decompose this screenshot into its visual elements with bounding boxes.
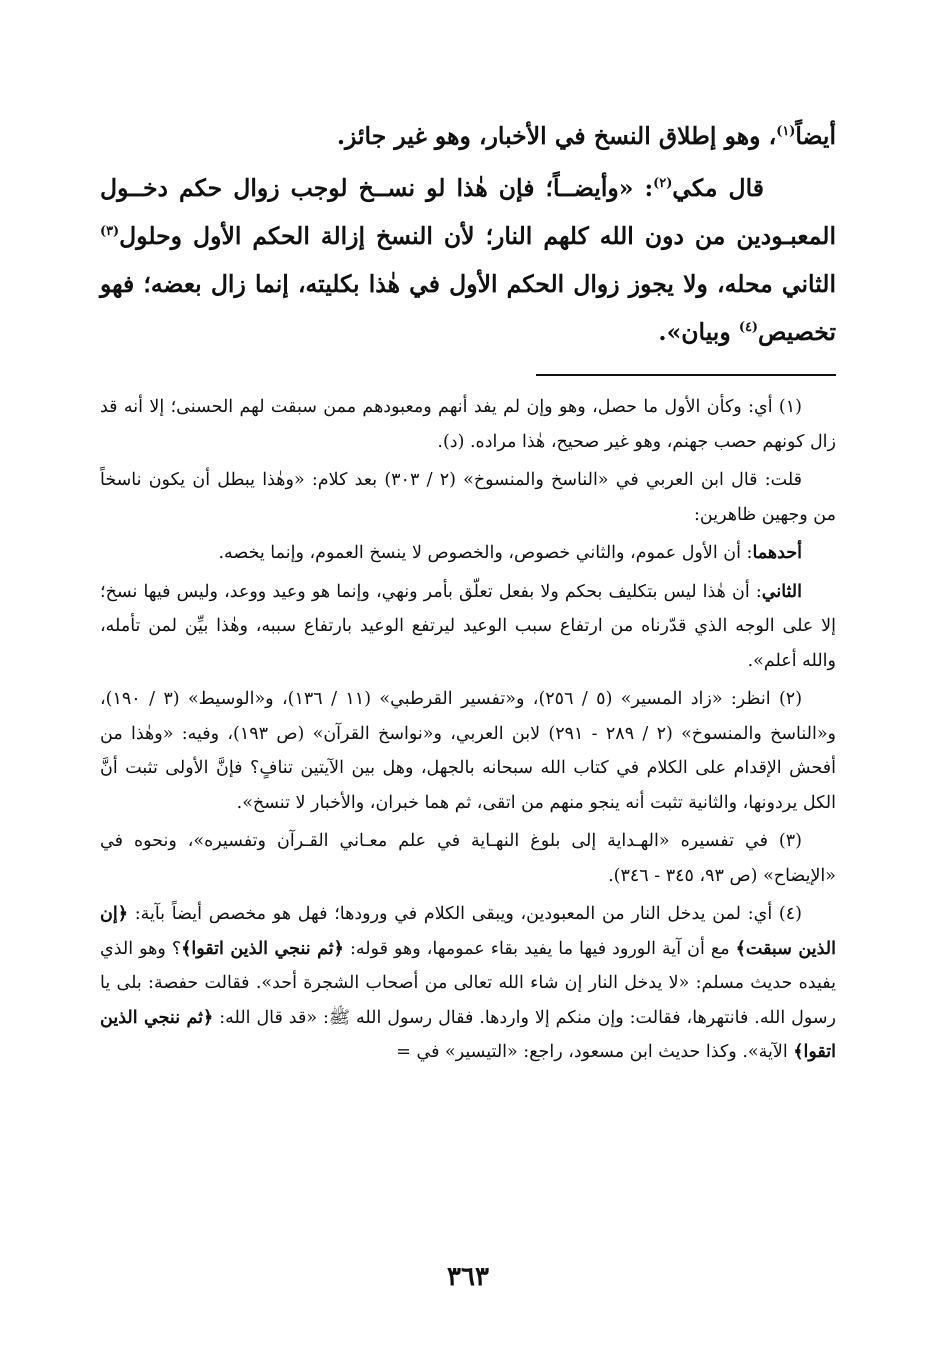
main-text-run: ، وهو إطلاق النسخ في الأخبار، وهو غير جائز. xyxy=(336,122,777,150)
footnote-1-second xyxy=(100,575,836,679)
main-paragraph-2 xyxy=(100,164,836,356)
quran-verse: ﴿إن الذين سبقت﴾ xyxy=(100,904,836,959)
main-text-run: قال مكي xyxy=(672,174,764,202)
quran-verse: ﴿ثم ننجي الذين اتقوا﴾ xyxy=(100,1007,836,1062)
main-text xyxy=(100,112,836,356)
footnote-ref-2: (٢) xyxy=(653,176,673,192)
footnote-text: (٤) أي: لمن يدخل النار من المعبودين، ويبقى الكلام في ورودها؛ فهل هو مخصص أيضاً بآية: xyxy=(127,904,802,924)
footnote-2: (٢) انظر: «زاد المسير» (٥ / ٢٥٦)، و«تفسير القرطبي» (١١ / ١٣٦)، و«الوسيط» (٣ / ١٩٠)، و«الناسخ والمنسوخ» (٢ / ٢٨٩ - ٢٩١) لابن العربي، و«نواسخ القرآن» (ص ١٩٣)، وفيه: «وهٰذا من أفحش الإقدام على الكلام في كتاب الله سبحانه بالجهل، وهل بين الآيتين تنافٍ؟ فإنَّ الأولى تثبت أنَّ الكل يردونها، والثانية تثبت أنه ينجو منهم من اتقى، ثم هما خبران، والأخبار لا تنسخ». xyxy=(100,689,837,813)
footnote-1: (١) أي: وكأن الأول ما حصل، وهو وإن لم يفد أنهم ومعبودهم ممن سبقت لهم الحسنى؛ إلا أنه قد زال كونهم حصب جهنم، وهو غير صحيح، هٰذا مراده. (د). xyxy=(100,397,836,452)
footnote-ref-4: (٤) xyxy=(738,320,759,336)
footnote-text: مع أن آية الورود فيها ما يفيد بقاء عمومها، وهو قوله: xyxy=(343,938,736,959)
footnote-text: : أن الأول عموم، والثاني خصوص، والخصوص لا ينسخ العموم، وإنما يخصه. xyxy=(218,543,753,563)
footnote-text: : أن هٰذا ليس بتكليف بحكم ولا بفعل تعلّق بأمر ونهي، وإنما هو وعيد ووعد، وليس فيها نسخ؛ إلا على الوجه الذي قدّرناه من ارتفاع سبب الوعيد ليرتفع الوعيد بارتفاع سببه، وهٰذا بيِّن لمن تأمله، والله أعلم». xyxy=(100,581,836,671)
main-text-run: الثاني محله، ولا يجوز زوال الحكم الأول في هٰذا بكليته، إنما زال بعضه؛ فهو تخصيص xyxy=(100,270,836,346)
footnote-label: الثاني xyxy=(761,581,802,602)
footnote-label: أحدهما xyxy=(752,543,802,563)
footnote-ref-3: (٣) xyxy=(100,224,120,240)
footnote-4 xyxy=(100,897,836,1070)
footnote-1-first xyxy=(100,536,836,571)
main-text-run: : «وأيضــاً؛ فإن هٰذا لو نســخ لوجب زوال حكم دخــول المعبـودين من دون الله كلهم النار؛ لأن النسخ إزالة الحكم الأول وحلول xyxy=(100,174,836,250)
footnote-3: (٣) في تفسيره «الهـداية إلى بلوغ النهـاية في علم معـاني القـرآن وتفسيره»، ونحوه في «الإيضاح» (ص ٩٣، ٣٤٥ - ٣٤٦). xyxy=(100,831,836,886)
page-number: ٣٦٣ xyxy=(447,1262,489,1292)
footnote-text: الآية». وكذا حديث ابن مسعود، راجع: «التيسير» في xyxy=(416,1042,794,1062)
main-paragraph-1 xyxy=(100,112,836,160)
main-text-run: وبيان». xyxy=(658,318,739,346)
footnotes xyxy=(100,390,836,1070)
footnote-separator-wrap xyxy=(100,356,836,390)
main-text-run: أيضاً xyxy=(795,122,836,150)
footnote-text: ؟ وهو الذي يفيده حديث مسلم: «لا يدخل النار إن شاء الله تعالى من أصحاب الشجرة أحد». فقالت حفصة: بلى يا رسول الله. فانتهرها، فقالت: وإن منكم إلا واردها. فقال رسول الله ﷺ: «قد قال الله: xyxy=(100,938,836,1028)
footnote-ref-1: (١) xyxy=(776,124,796,140)
quran-verse: ﴿ثم ننجي الذين اتقوا﴾ xyxy=(181,938,344,959)
continuation-mark: = xyxy=(396,1042,411,1062)
page-body xyxy=(100,112,836,1074)
footnote-separator xyxy=(536,374,836,376)
footnote-1-quote: قلت: قال ابن العربي في «الناسخ والمنسوخ» (٢ / ٣٠٣) بعد كلام: «وهٰذا يبطل أن يكون ناسخاً من وجهين ظاهرين: xyxy=(100,470,836,525)
